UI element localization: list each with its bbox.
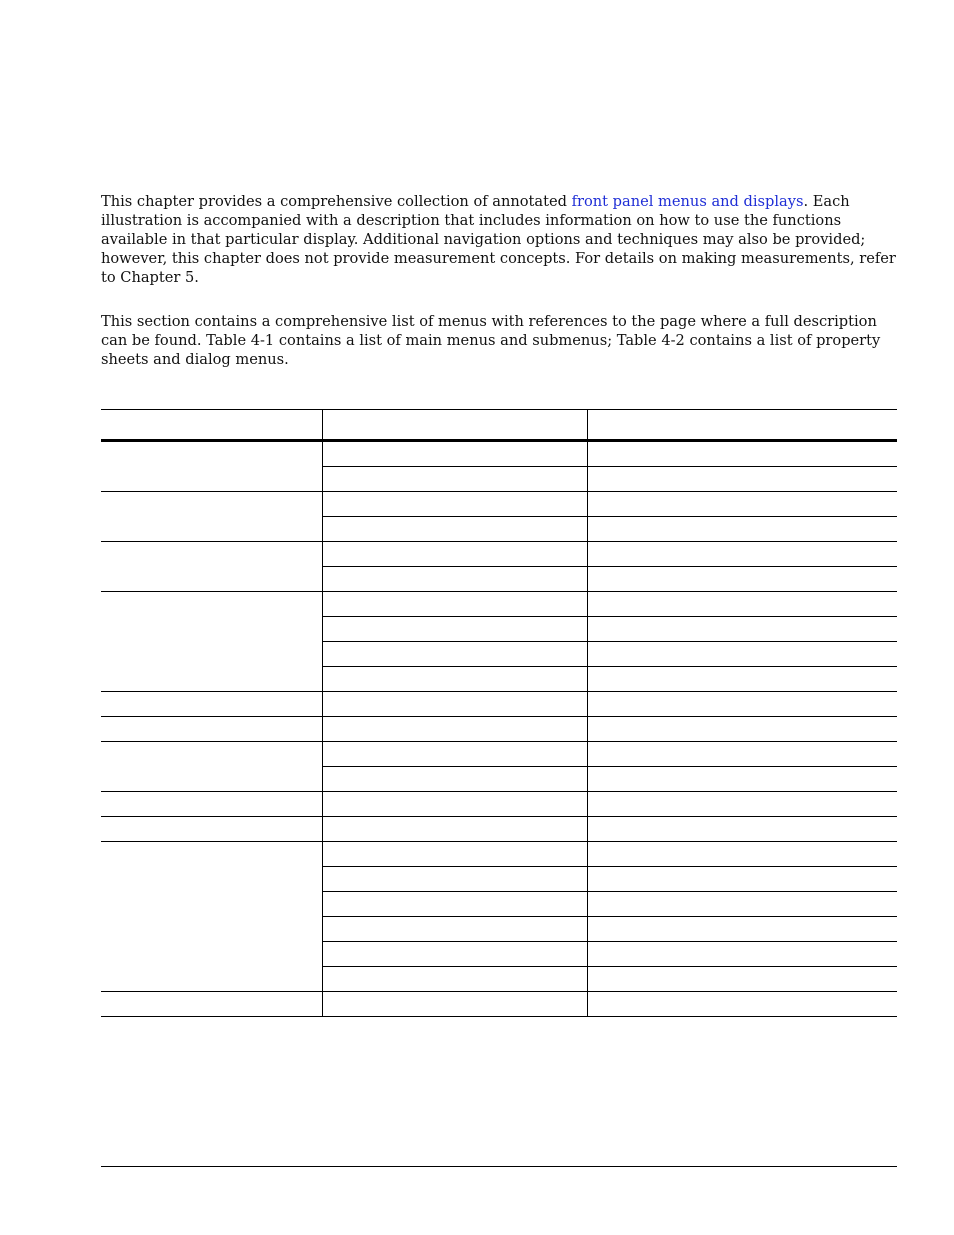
page-cell bbox=[587, 892, 897, 917]
main-menu-cell bbox=[101, 542, 322, 592]
submenu-cell bbox=[322, 617, 587, 642]
table-row bbox=[101, 742, 897, 767]
submenu-cell bbox=[322, 542, 587, 567]
submenu-cell bbox=[322, 817, 587, 842]
page-cell bbox=[587, 542, 897, 567]
page-cell bbox=[587, 867, 897, 892]
section-paragraph: This section contains a comprehensive list of menus with references to the page where a full description can be found. Table 4-1 contains a list of main menus and submenus; Table 4-2 contains a list of property sheets and dialog menus. bbox=[101, 313, 881, 368]
submenu-cell bbox=[322, 717, 587, 742]
footer-rule bbox=[101, 1166, 897, 1167]
table-row bbox=[101, 441, 897, 467]
page-cell bbox=[587, 792, 897, 817]
menu-table-body bbox=[101, 441, 897, 1017]
submenu-cell bbox=[322, 592, 587, 617]
page-cell bbox=[587, 517, 897, 542]
submenu-cell bbox=[322, 967, 587, 992]
page-cell bbox=[587, 642, 897, 667]
menu-table bbox=[101, 409, 897, 1017]
page-cell bbox=[587, 567, 897, 592]
intro-text-before-link: This chapter provides a comprehensive collection of annotated bbox=[101, 193, 572, 210]
page-cell bbox=[587, 742, 897, 767]
submenu-cell bbox=[322, 742, 587, 767]
submenu-cell bbox=[322, 441, 587, 467]
page-cell bbox=[587, 817, 897, 842]
main-menu-cell bbox=[101, 492, 322, 542]
submenu-cell bbox=[322, 692, 587, 717]
table-header-row bbox=[101, 410, 897, 441]
submenu-cell bbox=[322, 567, 587, 592]
page-cell bbox=[587, 467, 897, 492]
table-row bbox=[101, 792, 897, 817]
page-cell bbox=[587, 492, 897, 517]
table-row bbox=[101, 692, 897, 717]
page-cell bbox=[587, 692, 897, 717]
submenu-cell bbox=[322, 492, 587, 517]
submenu-cell bbox=[322, 667, 587, 692]
submenu-cell bbox=[322, 842, 587, 867]
submenu-cell bbox=[322, 467, 587, 492]
main-menu-cell bbox=[101, 792, 322, 817]
page-cell bbox=[587, 967, 897, 992]
submenu-cell bbox=[322, 942, 587, 967]
submenu-cell bbox=[322, 792, 587, 817]
page-cell bbox=[587, 917, 897, 942]
page-cell bbox=[587, 942, 897, 967]
main-menu-cell bbox=[101, 842, 322, 992]
main-menu-cell bbox=[101, 817, 322, 842]
front-panel-menus-link[interactable]: front panel menus and displays bbox=[571, 193, 804, 210]
main-menu-cell bbox=[101, 717, 322, 742]
page-cell bbox=[587, 717, 897, 742]
main-menu-cell bbox=[101, 441, 322, 492]
main-menu-cell bbox=[101, 592, 322, 692]
submenu-cell bbox=[322, 517, 587, 542]
table-row bbox=[101, 842, 897, 867]
page-cell bbox=[587, 617, 897, 642]
submenu-cell bbox=[322, 917, 587, 942]
header-main-menu bbox=[101, 410, 322, 441]
table-row bbox=[101, 817, 897, 842]
table-row bbox=[101, 492, 897, 517]
header-page bbox=[587, 410, 897, 441]
submenu-cell bbox=[322, 992, 587, 1017]
table-row bbox=[101, 717, 897, 742]
page-cell bbox=[587, 592, 897, 617]
table-row bbox=[101, 542, 897, 567]
main-menu-cell bbox=[101, 692, 322, 717]
page-cell bbox=[587, 667, 897, 692]
submenu-cell bbox=[322, 642, 587, 667]
page-cell bbox=[587, 441, 897, 467]
table-row bbox=[101, 592, 897, 617]
main-menu-cell bbox=[101, 992, 322, 1017]
intro-text-after-link: . Each illustration is accompanied with a description that includes information on how to use the functions available in that particular display. Additional navigation options and techniques may also be provided; however, this chapter does not provide measurement concepts. For details on making measurements, refer to Chapter 5. bbox=[101, 193, 896, 286]
page-cell bbox=[587, 992, 897, 1017]
submenu-cell bbox=[322, 892, 587, 917]
main-menu-cell bbox=[101, 742, 322, 792]
table-row bbox=[101, 992, 897, 1017]
page-cell bbox=[587, 842, 897, 867]
submenu-cell bbox=[322, 867, 587, 892]
header-submenu bbox=[322, 410, 587, 441]
page-cell bbox=[587, 767, 897, 792]
intro-paragraph bbox=[101, 192, 901, 287]
submenu-cell bbox=[322, 767, 587, 792]
